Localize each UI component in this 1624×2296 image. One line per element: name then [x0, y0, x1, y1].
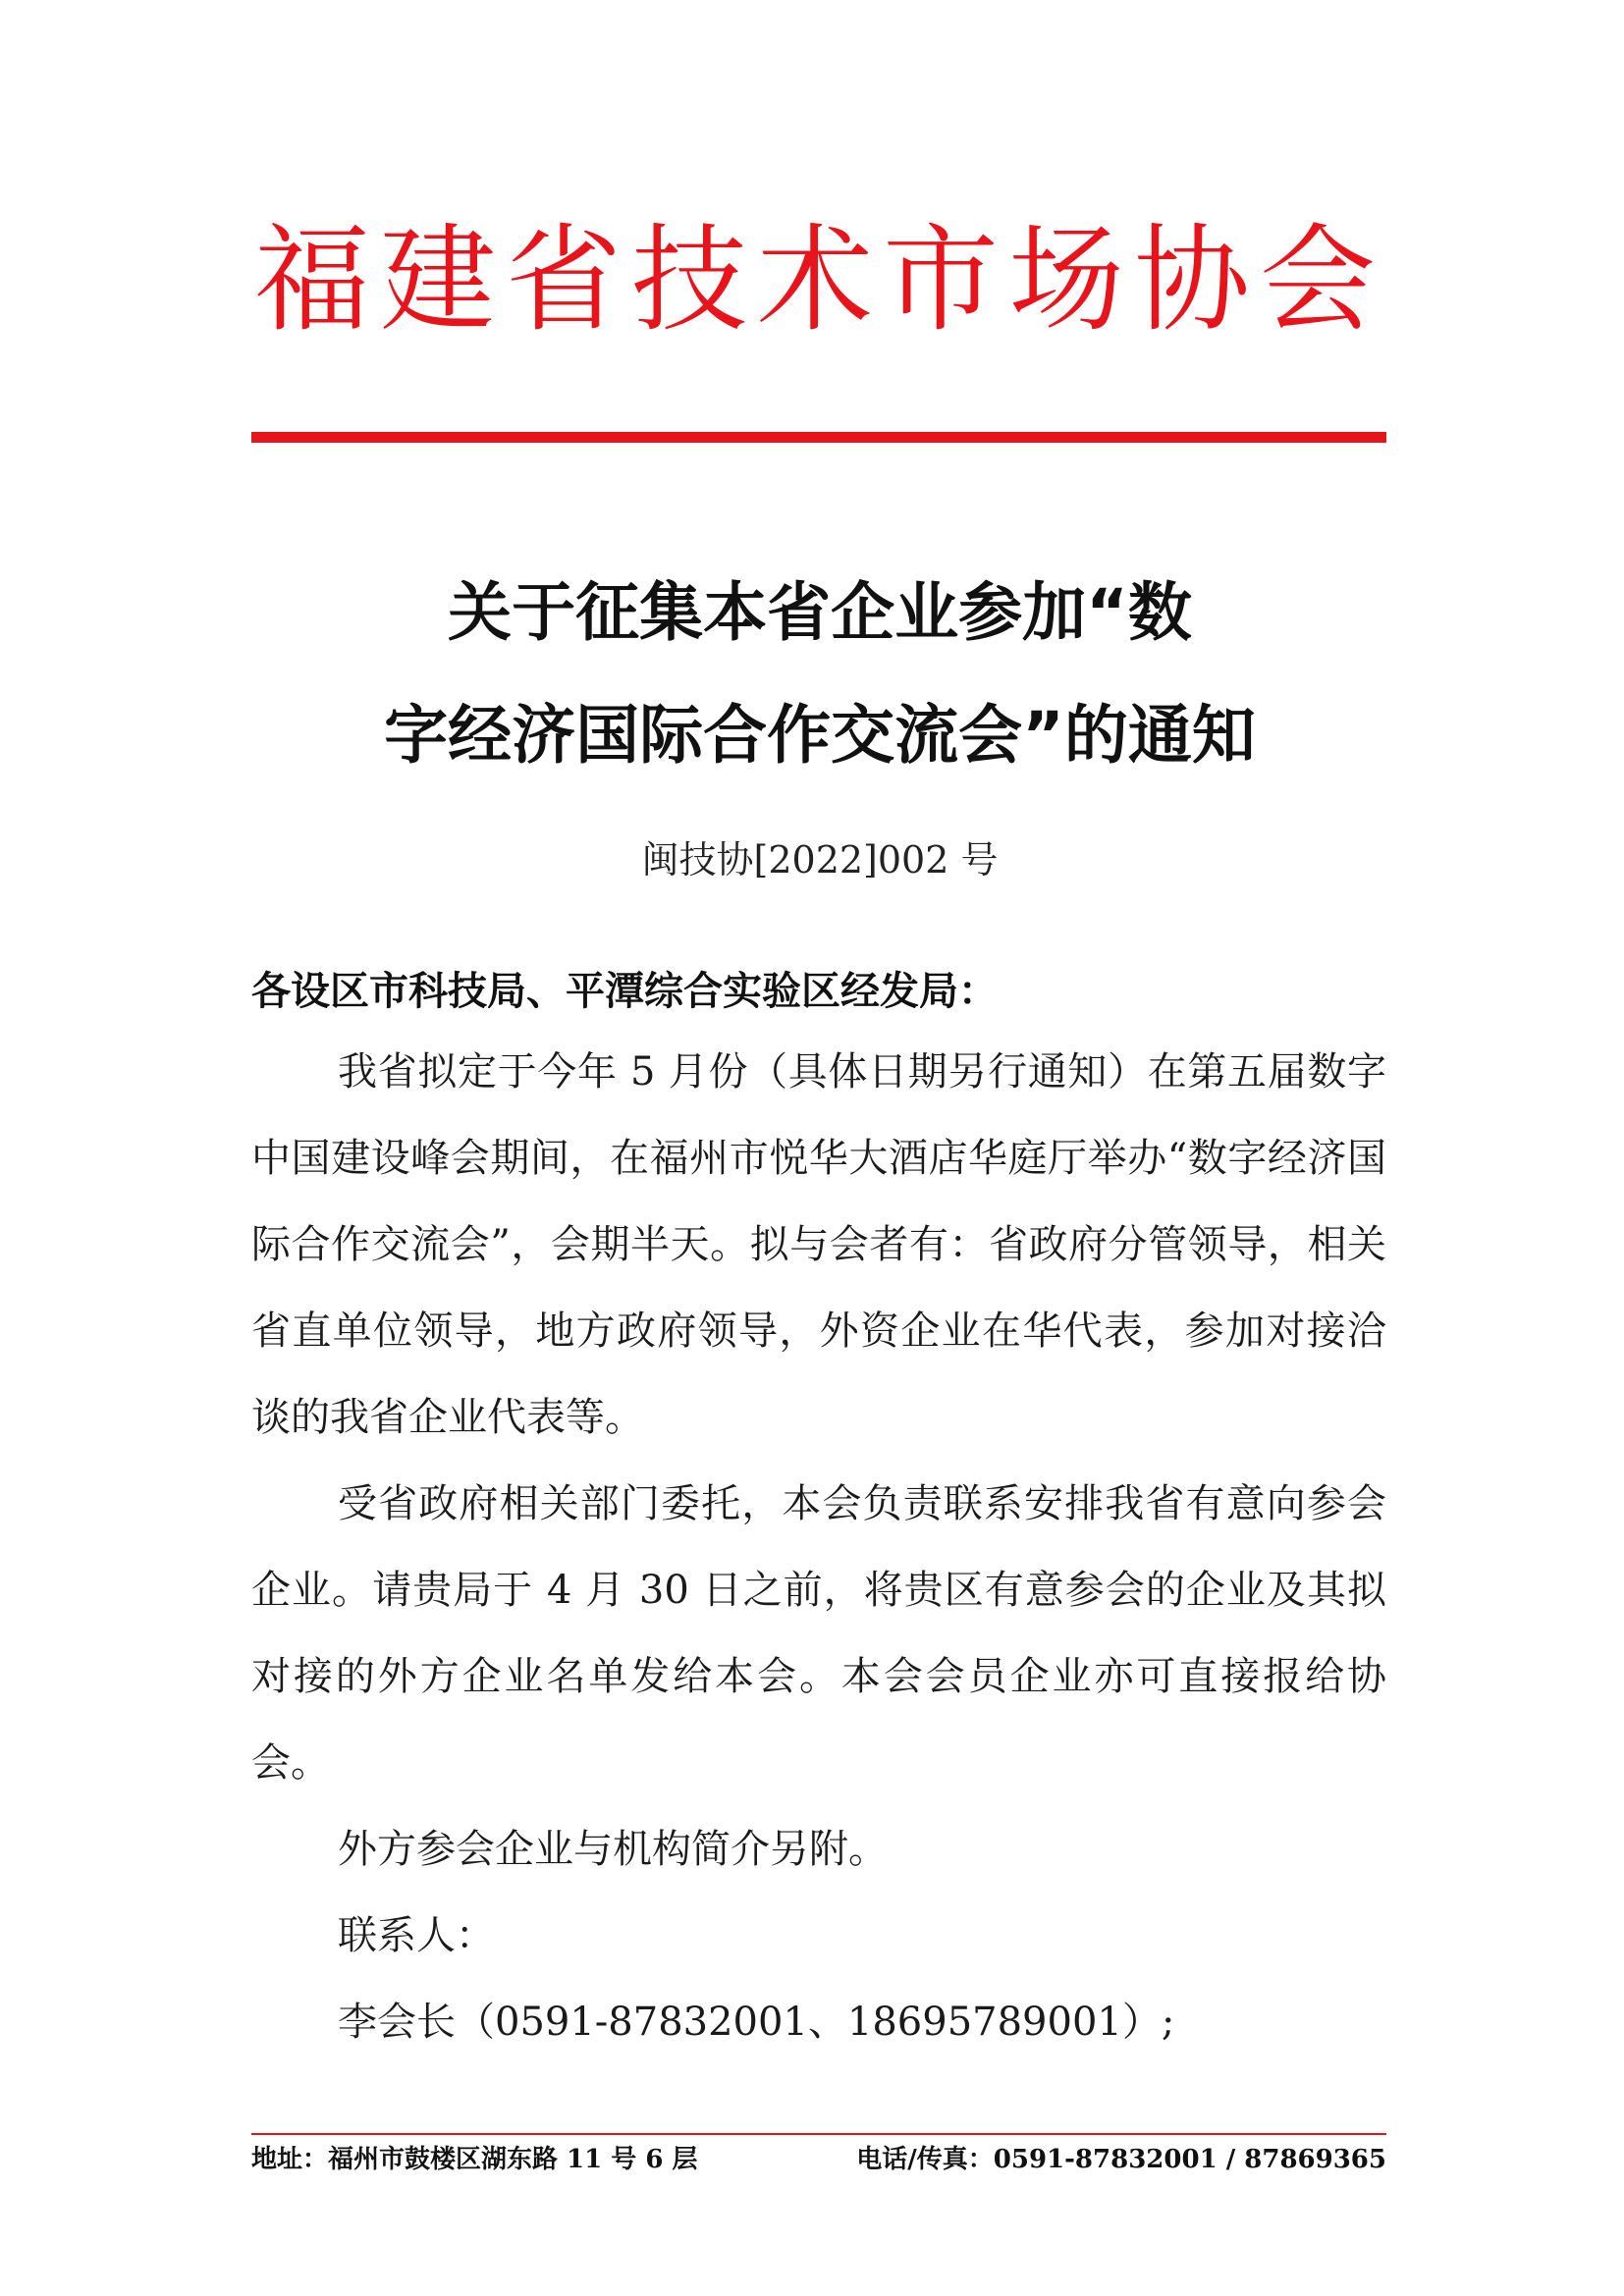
masthead-divider [251, 432, 1386, 443]
contact-label: 联系人： [338, 1913, 495, 1958]
document-title-line-2: 字经济国际合作交流会”的通知 [384, 699, 1256, 773]
org-masthead: 福建省技术市场协会 [253, 212, 1385, 347]
addressee: 各设区市科技局、平潭综合实验区经发局： [251, 969, 998, 1014]
body-paragraph-2: 受省政府相关部门委托，本会负责联系安排我省有意向参会企业。请贵局于 4 月 30 日之前，将贵区有意参会的企业及其拟对接的外方企业名单发给本会。本会会员企业亦可直接报给协会。 [251, 1481, 1386, 1786]
body-paragraph-3: 外方参会企业与机构简介另附。 [338, 1827, 888, 1872]
document-title-line-1: 关于征集本省企业参加“数 [448, 576, 1192, 650]
footer-phone-fax: 电话/传真：0591-87832001 / 87869365 [856, 2145, 1386, 2174]
footer-address: 地址：福州市鼓楼区湖东路 11 号 6 层 [251, 2145, 698, 2174]
footer-divider [251, 2133, 1386, 2135]
body-paragraph-1: 我省拟定于今年 5 月份（具体日期另行通知）在第五届数字中国建设峰会期间，在福州市悦华大酒店华庭厅举办“数字经济国际合作交流会”，会期半天。拟与会者有：省政府分管领导，相关省直单位领导，地方政府领导，外资企业在华代表，参加对接洽谈的我省企业代表等。 [251, 1049, 1386, 1440]
document-number: 闽技协[2022]002 号 [641, 838, 999, 881]
contact-line: 李会长（0591-87832001、18695789001）; [338, 2000, 1175, 2045]
